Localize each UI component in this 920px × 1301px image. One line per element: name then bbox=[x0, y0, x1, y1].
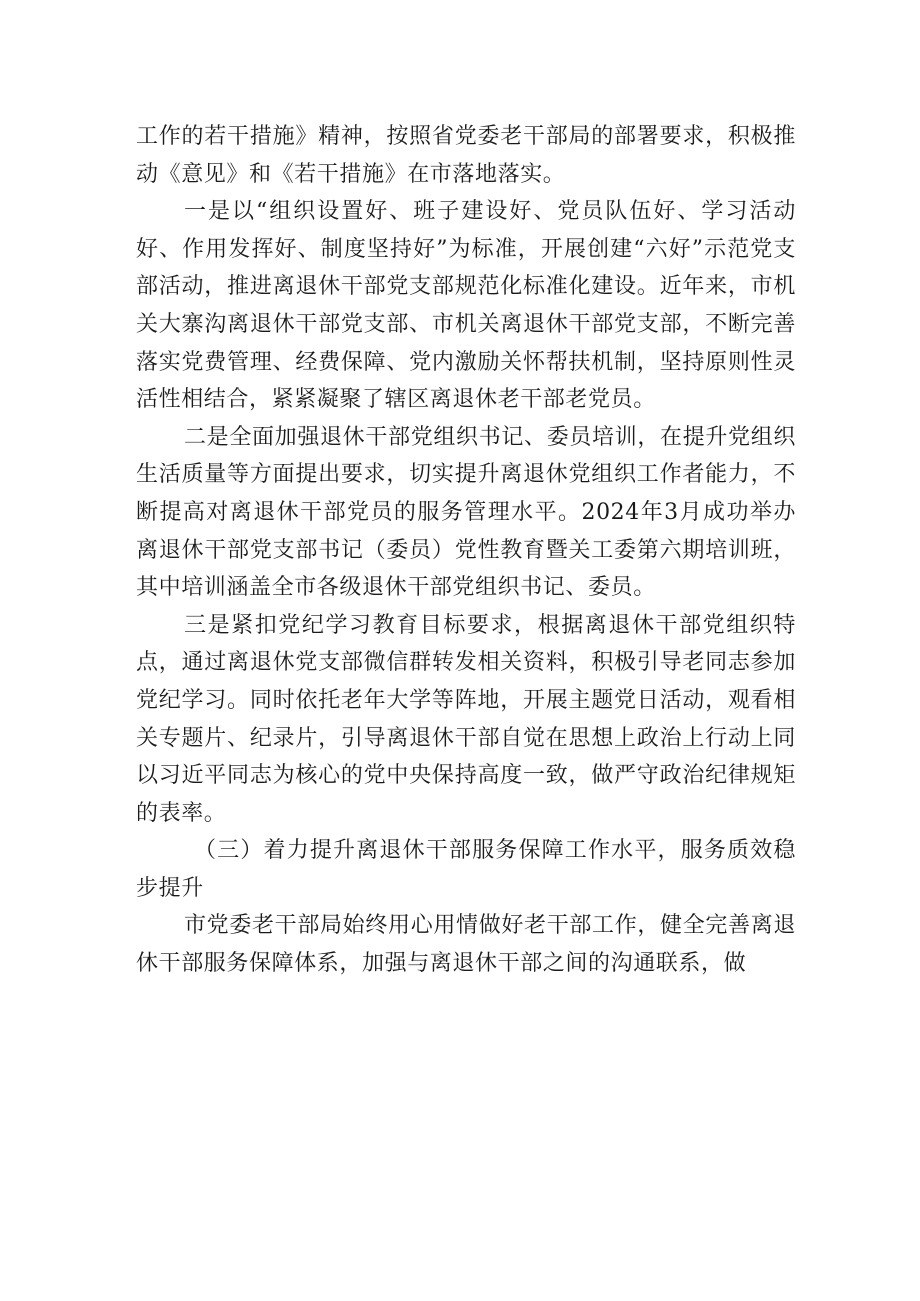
paragraph-point-three: 三是紧扣党纪学习教育目标要求，根据离退休干部党组织特点，通过离退休党支部微信群转发相关资料，积极引导老同志参加党纪学习。同时依托老年大学等阵地，开展主题党日活动，观看相关专题片、纪录片，引导离退休干部自觉在思想上政治上行动上同以习近平同志为核心的党中央保持高度一致，做严守政治纪律规矩的表率。 bbox=[136, 612, 796, 826]
paragraph-continuation: 工作的若干措施》精神，按照省党委老干部局的部署要求，积极推动《意见》和《若干措施》在市落地落实。 bbox=[136, 124, 796, 187]
paragraph-section-three-body: 市党委老干部局始终用心用情做好老干部工作，健全完善离退休干部服务保障体系，加强与离退休干部之间的沟通联系，做 bbox=[136, 913, 796, 977]
section-heading-three: （三）着力提升离退休干部服务保障工作水平，服务质效稳步提升 bbox=[136, 838, 796, 901]
document-body bbox=[136, 118, 796, 983]
paragraph-point-one: 一是以“组织设置好、班子建设好、党员队伍好、学习活动好、作用发挥好、制度坚持好”为标准，开展创建“六好”示范党支部活动，推进离退休干部党支部规范化标准化建设。近年来，市机关大寨沟离退休干部党支部、市机关离退休干部党支部，不断完善落实党费管理、经费保障、党内激励关怀帮扶机制，坚持原则性灵活性相结合，紧紧凝聚了辖区离退休老干部老党员。 bbox=[136, 199, 796, 413]
paragraph-point-two: 二是全面加强退休干部党组织书记、委员培训，在提升党组织生活质量等方面提出要求，切实提升离退休党组织工作者能力，不断提高对离退休干部党员的服务管理水平。2024年3月成功举办离退休干部党支部书记（委员）党性教育暨关工委第六期培训班，其中培训涵盖全市各级退休干部党组织书记、委员。 bbox=[136, 424, 796, 601]
